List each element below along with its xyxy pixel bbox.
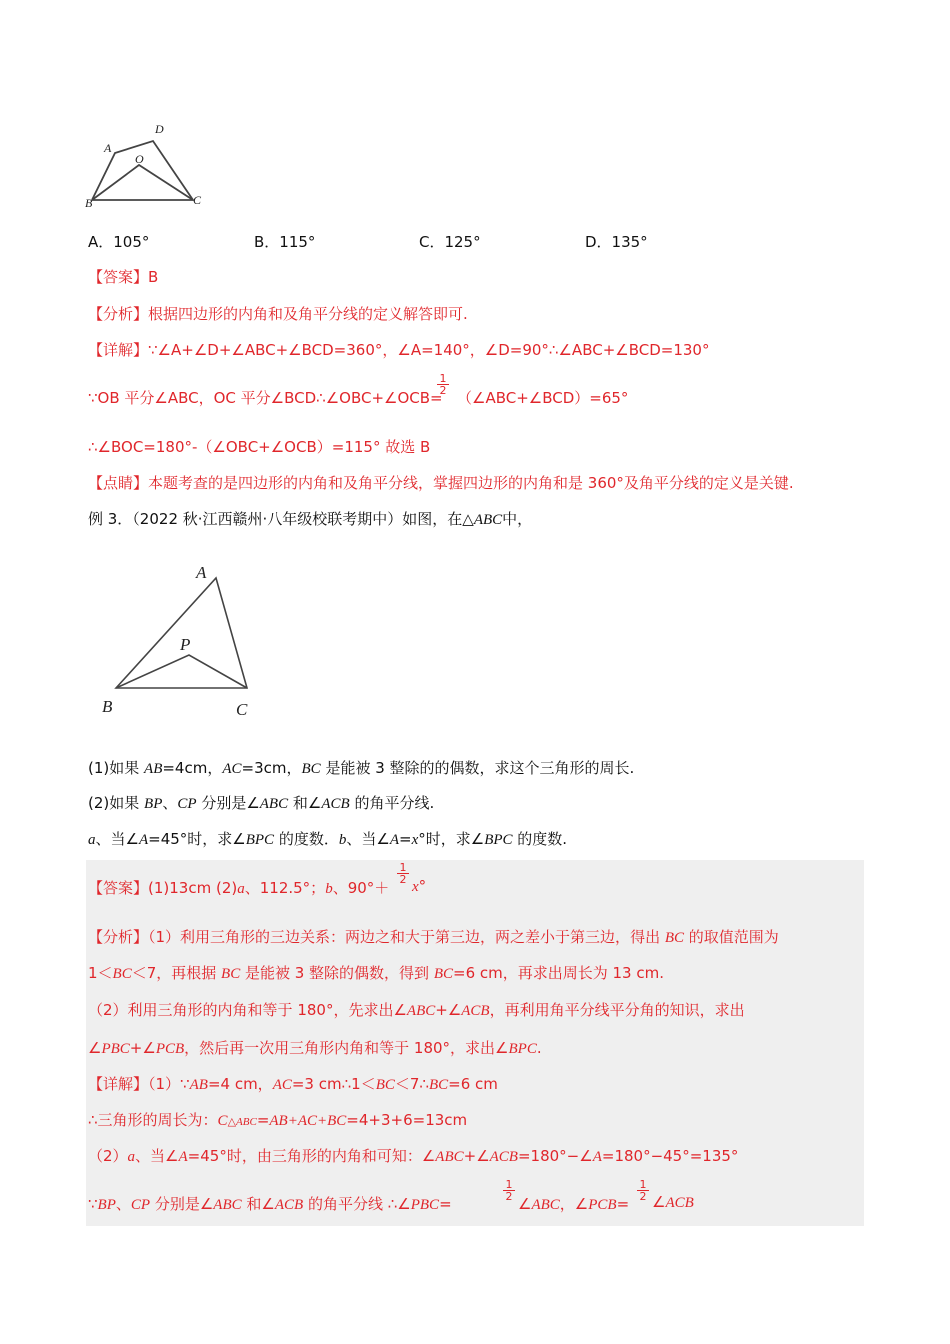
analysis-tag: 【分析】 (88, 305, 149, 323)
example3-prefix: 例 3．（2022 秋·江西赣州·八年级校联考期中）如图，在△ (88, 510, 474, 528)
q2-detail-line2 (88, 387, 443, 408)
l4bpc: BPC (508, 1041, 537, 1057)
q1-bc: BC (301, 761, 321, 777)
analysis-text: 根据四边形的内角和及角平分线的定义解答即可. (148, 305, 468, 323)
q1-t2: =4cm， (162, 759, 223, 777)
q2b-A2: A (389, 832, 399, 848)
q2b-t2: =45°时，求∠ (148, 830, 246, 848)
label-b: B (85, 196, 93, 210)
q2b-a: a (88, 832, 96, 848)
ex3-detail-tag: 【详解】 (88, 1075, 149, 1093)
bisector-lines (116, 655, 247, 688)
ex3-answer-tag: 【答案】 (88, 879, 149, 897)
frac-denominator: 2 (437, 384, 449, 396)
q1-t1: (1)如果 (88, 759, 145, 777)
ex3-answer-fraction (397, 862, 409, 885)
d-l4i: = (616, 1195, 630, 1213)
q2b-b: b (338, 832, 347, 848)
d-l1c: =3 cm∴1＜ (291, 1075, 376, 1093)
q2-fraction-half (437, 373, 449, 396)
example3-suffix: 中， (502, 510, 533, 528)
d-l4cp: CP (130, 1197, 151, 1213)
l2c: 是能被 3 整除的偶数，得到 (240, 964, 434, 982)
l4pbc: PBC (101, 1041, 130, 1057)
d-l1bc1: BC (375, 1077, 395, 1093)
l3a: （2）利用三角形的内角和等于 180°，先求出∠ (88, 1001, 407, 1019)
l4d: . (536, 1039, 542, 1057)
d-l2b: = (256, 1111, 270, 1129)
answer-tag: 【答案】 (88, 268, 149, 286)
ex3-answer-t3: 、90°＋ (332, 879, 390, 897)
q2-cp: CP (177, 796, 197, 812)
l2bc3: BC (433, 966, 453, 982)
d-l4f: = (439, 1195, 452, 1213)
d-l3d: +∠ (463, 1147, 490, 1165)
d-l4bp: BP (97, 1197, 116, 1213)
q2-t5: 的角平分线. (349, 794, 435, 812)
q1-ab: AB (144, 761, 163, 777)
q2b-t4: 、当∠ (346, 830, 390, 848)
l3abc: ABC (406, 1003, 436, 1019)
d-l4pbc: PBC (410, 1197, 440, 1213)
d-l1e: =6 cm (448, 1075, 498, 1093)
ex3-answer-t4: ° (418, 877, 427, 895)
d-l4b: 、 (115, 1195, 131, 1213)
q2b-t7: 的度数. (512, 830, 568, 848)
ex3-answer-t1: (1)13cm (2) (148, 879, 238, 897)
d-l1bc2: BC (428, 1077, 449, 1093)
d-l4abc: ABC (213, 1197, 242, 1213)
option-b: B．115° (254, 233, 316, 251)
frac-denominator: 2 (503, 1190, 515, 1202)
q2-bp: BP (144, 796, 163, 812)
q2-answer (88, 266, 158, 287)
d-l4acb: ACB (274, 1197, 304, 1213)
option-d: D．135° (585, 233, 648, 251)
q2-detail-line3: ∴∠BOC=180°-（∠OBC+∠OCB）=115° 故选 B (88, 438, 431, 456)
detail-tag: 【详解】 (88, 341, 149, 359)
example3-q2 (88, 792, 434, 813)
q2b-x: x (411, 832, 419, 848)
l4pcb: PCB (155, 1041, 185, 1057)
ex3-answer-t2: 、112.5°； (244, 879, 326, 897)
d-l2sub: △ABC (227, 1116, 257, 1128)
ex3-analysis-line2 (88, 962, 664, 983)
l4c: ，然后再一次用三角形内角和等于 180°，求出∠ (184, 1039, 509, 1057)
l1a: （1）利用三角形的三边关系：两边之和大于第三边，两之差小于第三边，得出 (148, 928, 665, 946)
q2-t2: 、 (162, 794, 178, 812)
q2-comment (88, 472, 794, 493)
ex3-detail-line4-mid (518, 1193, 629, 1214)
example3-title (88, 508, 532, 529)
option-a: A．105° (88, 233, 150, 251)
q2b-t1: 、当∠ (95, 830, 139, 848)
d-l4g: ∠ (518, 1195, 532, 1213)
d-l2a: ∴三角形的周长为： (88, 1111, 218, 1129)
d-l4abc2: ABC (531, 1197, 560, 1213)
q1-t4: 是能被 3 整除的的偶数，求这个三角形的周长. (320, 759, 635, 777)
option-c: C．125° (419, 233, 481, 251)
d-l3A2: A (592, 1149, 602, 1165)
label-o: O (135, 152, 144, 166)
ex3-detail-line4 (88, 1193, 452, 1214)
frac-numerator: 1 (639, 1178, 647, 1191)
q2-t4: 和∠ (288, 794, 322, 812)
l2bc2: BC (221, 966, 241, 982)
d-l1a: （1）∵ (148, 1075, 190, 1093)
d-l4c: 分别是∠ (150, 1195, 214, 1213)
l3c: ，再利用角平分线平分角的知识，求出 (489, 1001, 745, 1019)
ex3-analysis-tag: 【分析】 (88, 928, 149, 946)
d-l4h: ，∠ (559, 1195, 589, 1213)
q2-analysis (88, 303, 468, 324)
q2-detail-line2-b: （∠ABC+∠BCD）=65° (457, 389, 629, 407)
figure-triangle (96, 560, 266, 720)
ex3-analysis-line4 (88, 1037, 542, 1058)
q2-abc: ABC (259, 796, 289, 812)
l2a: 1＜ (88, 964, 113, 982)
label-a: A (196, 563, 207, 582)
d-l3A1: A (178, 1149, 188, 1165)
d-l3a: （2） (88, 1147, 128, 1165)
d-l3acb: ACB (489, 1149, 518, 1165)
l2d: =6 cm，再求出周长为 13 cm. (453, 964, 664, 982)
example3-q2-parts (88, 828, 567, 849)
label-b: B (102, 697, 113, 716)
comment-text: 本题考查的是四边形的内角和及角平分线，掌握四边形的内角和是 360°及角平分线的定义是关键. (148, 474, 794, 492)
ex3-analysis-line3 (88, 999, 745, 1020)
label-a: A (104, 141, 112, 155)
q2-detail-line1 (88, 339, 709, 360)
d-l4d: 和∠ (241, 1195, 275, 1213)
example3-abc: ABC (473, 512, 503, 528)
ex3-detail-line2 (88, 1109, 467, 1130)
q2-t1: (2)如果 (88, 794, 145, 812)
d-l1ab: AB (189, 1077, 208, 1093)
frac-numerator: 1 (399, 861, 407, 874)
example3-q1 (88, 757, 634, 778)
ex3-detail-line3 (88, 1145, 738, 1166)
d-l1b: =4 cm， (207, 1075, 273, 1093)
d-l4pcb: PCB (588, 1197, 617, 1213)
l4a: ∠ (88, 1039, 102, 1057)
detail-line2-a: ∵OB 平分∠ABC，OC 平分∠BCD∴∠OBC+∠OCB= (88, 389, 443, 407)
ex3-detail-fraction-2 (637, 1179, 649, 1202)
frac-numerator: 1 (439, 372, 447, 385)
ex3-detail-line1 (88, 1073, 498, 1094)
l2bc1: BC (112, 966, 132, 982)
label-c: C (236, 700, 248, 719)
ex3-analysis-line1 (88, 926, 779, 947)
d-l4e: 的角平分线 ∴∠ (303, 1195, 411, 1213)
d-l3c: =45°时，由三角形的内角和可知：∠ (187, 1147, 436, 1165)
label-c: C (193, 193, 202, 207)
frac-denominator: 2 (637, 1190, 649, 1202)
d-l4a: ∵ (88, 1195, 98, 1213)
triangle-outline (116, 578, 247, 688)
q2b-t6: °时，求∠ (418, 830, 485, 848)
ex3-answer-x: x (412, 879, 419, 895)
ex3-answer-a: a (237, 881, 245, 897)
label-d: D (155, 122, 164, 136)
l3b: +∠ (435, 1001, 462, 1019)
d-l2d: =4+3+6=13cm (346, 1111, 468, 1129)
answer-text: B (148, 268, 159, 286)
q2b-bpc2: BPC (484, 832, 513, 848)
figure-quadrilateral (82, 118, 212, 213)
q2-t3: 分别是∠ (196, 794, 260, 812)
ex3-detail-fraction-1 (503, 1179, 515, 1202)
l1b: 的取值范围为 (684, 928, 779, 946)
q2b-bpc1: BPC (245, 832, 275, 848)
l1bc: BC (664, 930, 685, 946)
l3acb: ACB (461, 1003, 490, 1019)
d-l4acb2: ACB (665, 1195, 694, 1211)
ex3-detail-line4-end (652, 1193, 694, 1212)
d-l1d: ＜7∴ (394, 1075, 429, 1093)
d-l3e: =180°−∠ (517, 1147, 593, 1165)
d-l3abc: ABC (435, 1149, 464, 1165)
q2b-A1: A (138, 832, 149, 848)
d-l4j: ∠ (652, 1193, 666, 1211)
q2b-t3: 的度数． (274, 830, 339, 848)
ex3-answer-tail (412, 877, 426, 896)
d-l1ac: AC (272, 1077, 292, 1093)
d-l2abc: AB+AC+BC (269, 1113, 347, 1129)
d-l3b: 、当∠ (135, 1147, 179, 1165)
l4b: +∠ (129, 1039, 156, 1057)
l2b: ＜7，再根据 (131, 964, 222, 982)
d-l2c: C (217, 1113, 228, 1129)
d-l3f: =180°−45°=135° (601, 1147, 739, 1165)
d-l3ia: a (127, 1149, 136, 1165)
comment-tag: 【点睛】 (88, 474, 149, 492)
ex3-answer (88, 877, 389, 898)
detail-line1-text: ∵∠A+∠D+∠ABC+∠BCD=360°，∠A=140°，∠D=90°∴∠ABC+∠BCD=130° (148, 341, 710, 359)
ex3-answer-b: b (325, 881, 333, 897)
q2b-t5: = (398, 830, 412, 848)
q2-acb: ACB (321, 796, 350, 812)
frac-denominator: 2 (397, 873, 409, 885)
q1-ac: AC (222, 761, 242, 777)
q1-t3: =3cm， (241, 759, 302, 777)
frac-numerator: 1 (505, 1178, 513, 1191)
label-p: P (180, 635, 191, 654)
